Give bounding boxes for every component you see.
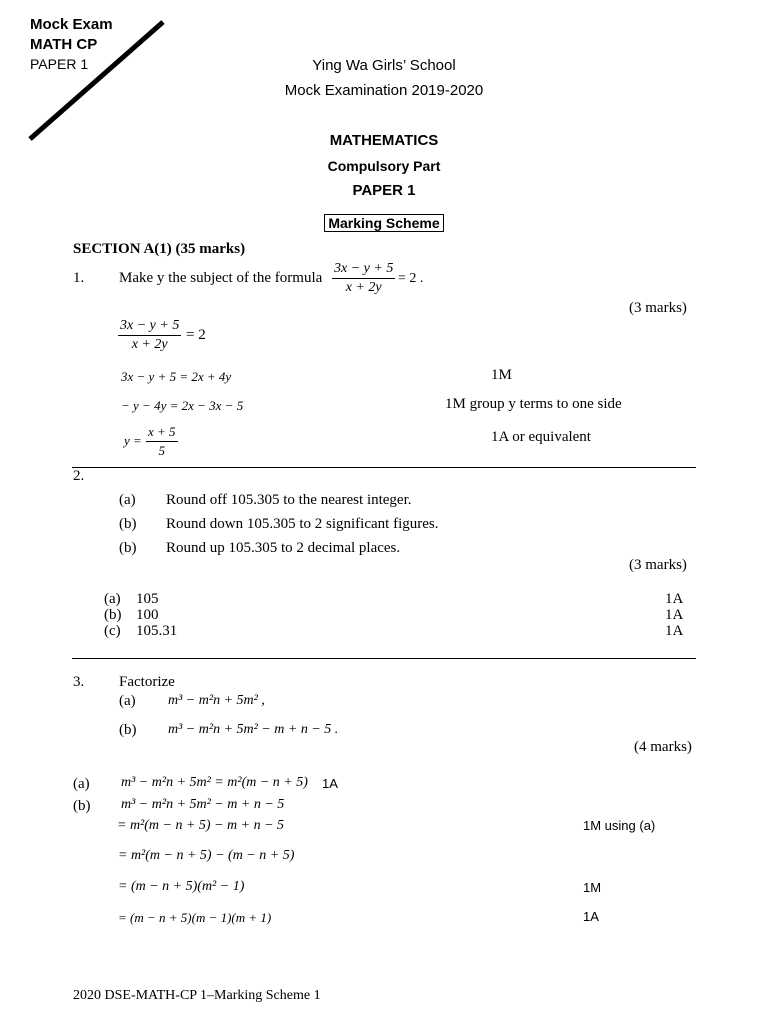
q1-marks: (3 marks) — [629, 300, 687, 316]
q3-part-a-label: (a) — [119, 693, 136, 709]
q3-number: 3. — [73, 674, 85, 690]
part-title: Compulsory Part — [327, 158, 441, 174]
q2-answer-value: 105 — [136, 591, 159, 607]
q2-part-text: Round up 105.305 to 2 decimal places. — [166, 540, 401, 556]
q2-part-text: Round down 105.305 to 2 significant figures. — [166, 516, 439, 532]
q1-prompt-rhs: = 2 . — [398, 271, 424, 286]
divider-1 — [72, 467, 696, 468]
q1-step-3-mark: 1A or equivalent — [491, 429, 591, 445]
q2-part-label: (b) — [119, 516, 137, 532]
q2-part-label: (b) — [119, 540, 137, 556]
q1-step-3-lhs: y = — [124, 433, 142, 448]
q1-step-2: − y − 4y = 2x − 3x − 5 — [121, 398, 244, 413]
q2-number: 2. — [73, 468, 85, 484]
q3-solution-a: m³ − m²n + 5m² = m²(m − n + 5) — [121, 775, 308, 790]
q3-solution-b-label: (b) — [73, 798, 91, 814]
q2-part-text: Round off 105.305 to the nearest integer. — [166, 492, 412, 508]
q3-solution-b-line: m³ − m²n + 5m² − m + n − 5 — [121, 797, 285, 812]
q3-solution-b-line: = m²(m − n + 5) − m + n − 5 — [117, 818, 285, 833]
q2-answer-label: (b) — [104, 607, 122, 623]
q2-marks: (3 marks) — [629, 557, 687, 573]
corner-line-3: PAPER 1 — [30, 56, 89, 72]
q3-part-b-label: (b) — [119, 722, 137, 738]
q2-answer-mark: 1A — [665, 607, 684, 623]
q3-solution-b-mark: 1A — [583, 909, 599, 924]
q3-marks: (4 marks) — [634, 739, 692, 755]
page-footer: 2020 DSE-MATH-CP 1–Marking Scheme 1 — [73, 988, 321, 1003]
q2-answer-label: (a) — [104, 591, 121, 607]
q3-part-a-expression: m³ − m²n + 5m² , — [168, 693, 265, 708]
q2-answer-mark: 1A — [665, 623, 684, 639]
paper-title: PAPER 1 — [352, 182, 416, 199]
corner-line-1: Mock Exam — [30, 16, 113, 33]
q3-solution-b-line: = (m − n + 5)(m² − 1) — [118, 879, 245, 894]
q3-prompt: Factorize — [119, 674, 175, 690]
divider-2 — [72, 658, 696, 659]
q2-answer-value: 105.31 — [136, 623, 178, 639]
q2-answer-value: 100 — [136, 607, 159, 623]
marking-scheme-heading: Marking Scheme — [0, 215, 768, 231]
q3-solution-b-mark: 1M — [583, 880, 602, 895]
q1-step-2-mark: 1M group y terms to one side — [445, 396, 622, 412]
q1-solution-fraction: $\frac{3x - y + 5}{x + 2y}$ — [120, 318, 180, 352]
q2-answer-mark: 1A — [665, 591, 684, 607]
q3-solution-b-line: = m²(m − n + 5) − (m − n + 5) — [118, 848, 295, 863]
corner-diagonal-line — [26, 18, 168, 144]
subject-title: MATHEMATICS — [329, 132, 439, 149]
q1-prompt: Make y the subject of the formula — [119, 270, 323, 286]
q3-part-b-expression: m³ − m²n + 5m² − m + n − 5 . — [168, 722, 339, 737]
q2-answer-label: (c) — [104, 623, 121, 639]
q1-step-1: 3x − y + 5 = 2x + 4y — [121, 369, 232, 384]
q3-solution-a-mark: 1A — [322, 776, 338, 791]
school-name: Ying Wa Girls’ School — [312, 57, 456, 74]
section-heading: SECTION A(1) (35 marks) — [73, 241, 246, 257]
q1-prompt-fraction: $\frac{3x - y + 5}{x + 2y}$ — [334, 261, 394, 295]
q3-solution-a-label: (a) — [73, 776, 90, 792]
q1-solution-rhs: = 2 — [186, 327, 206, 343]
q3-solution-b-line: = (m − n + 5)(m − 1)(m + 1) — [118, 910, 272, 925]
q1-number: 1. — [73, 270, 85, 286]
corner-line-2: MATH CP — [30, 36, 98, 53]
q2-part-label: (a) — [119, 492, 136, 508]
exam-title: Mock Examination 2019-2020 — [284, 82, 484, 99]
q1-step-1-mark: 1M — [491, 367, 512, 383]
q1-step-3-fraction: $\frac{x + 5}{5}$ — [148, 424, 176, 458]
q3-solution-b-mark: 1M using (a) — [583, 818, 656, 833]
